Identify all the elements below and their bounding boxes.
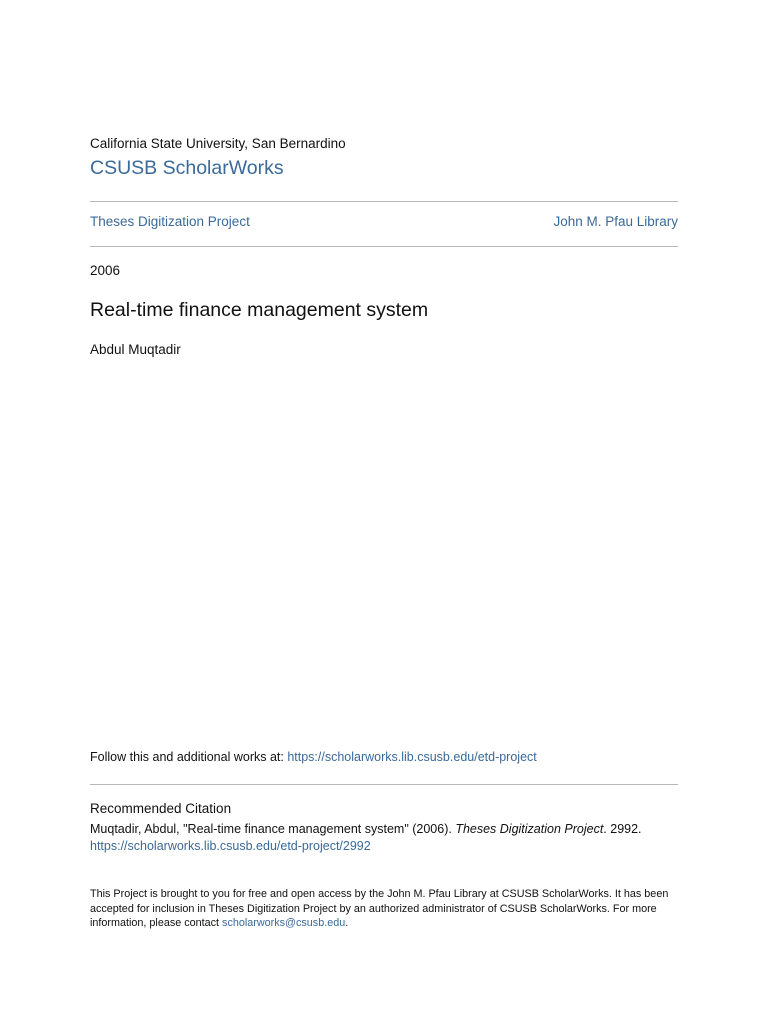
notice-end: . <box>345 917 349 929</box>
citation-number: . 2992. <box>603 822 642 836</box>
divider-top <box>90 201 678 202</box>
contact-email-link[interactable]: scholarworks@csusb.edu <box>222 917 346 929</box>
access-notice <box>90 887 680 931</box>
citation-text: Muqtadir, Abdul, "Real-time finance management system" (2006). <box>90 822 456 836</box>
document-title: Real-time finance management system <box>90 299 429 321</box>
publication-year: 2006 <box>90 263 121 278</box>
divider-citation <box>90 784 678 785</box>
divider-nav <box>90 246 678 247</box>
follow-line <box>90 750 537 764</box>
author-name: Abdul Muqtadir <box>90 342 181 357</box>
institution-name: California State University, San Bernardino <box>90 136 346 151</box>
citation-block <box>90 821 680 855</box>
citation-url-link[interactable]: https://scholarworks.lib.csusb.edu/etd-project/2992 <box>90 839 371 853</box>
notice-text: This Project is brought to you for free and open access by the John M. Pfau Library at CSUSB ScholarWorks. It has been accepted for inclusion in Theses Digitization Project by an authorized administrator of CSUSB ScholarWorks. For more information, please contact <box>90 888 669 929</box>
library-link[interactable]: John M. Pfau Library <box>553 214 678 229</box>
follow-prefix: Follow this and additional works at: <box>90 750 288 764</box>
recommended-citation-heading: Recommended Citation <box>90 801 232 816</box>
repository-link[interactable]: CSUSB ScholarWorks <box>90 157 284 179</box>
follow-url-link[interactable]: https://scholarworks.lib.csusb.edu/etd-project <box>287 750 537 764</box>
project-link[interactable]: Theses Digitization Project <box>90 214 250 229</box>
citation-series: Theses Digitization Project <box>455 822 604 836</box>
